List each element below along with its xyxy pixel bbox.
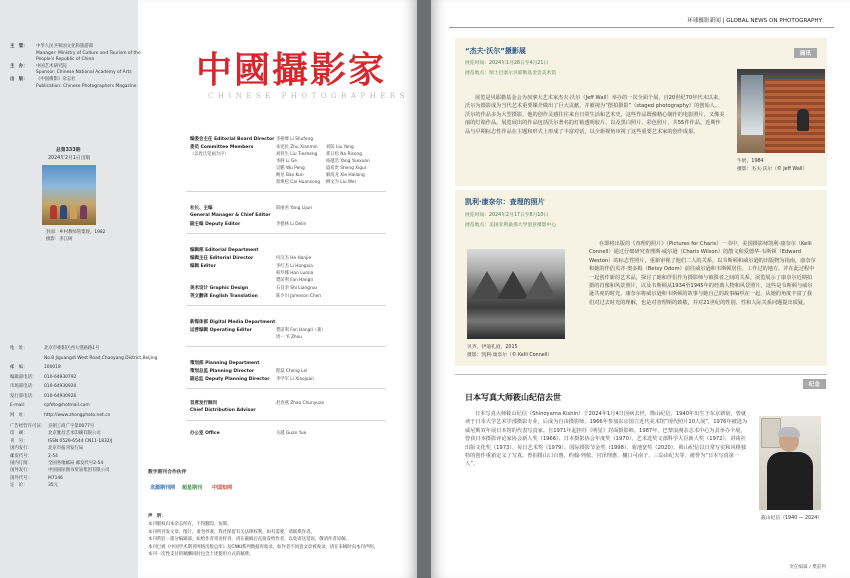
masthead-divider xyxy=(186,305,386,306)
print-info-value: 全国各地邮局 邮发代号2-54 xyxy=(48,461,104,466)
masthead-divider xyxy=(186,388,386,389)
masthead-name: 解海龙 Xie Hailong xyxy=(326,173,365,178)
masthead-role: 新媒体部 Digital Media Department xyxy=(190,320,276,325)
right-page xyxy=(431,0,850,578)
notice-line: 本刊版权归本杂志所有，不得翻印、仿制。 xyxy=(148,522,232,527)
masthead-role: 首席发行顾问 xyxy=(190,401,217,406)
contact-label: 网 址： xyxy=(10,412,28,418)
contact-label: 地 址： xyxy=(10,346,28,351)
contact-label: 市场部电话： xyxy=(10,384,37,389)
exhibition2-body: 在即将出版的《查理的照片》（Pictures for Charis）一书中，美国摄影师凯利·康奈尔（Kelli Connell）通过仔细研究查理斯·威尔逊（Charis Wilson）的散文和爱德华·韦斯顿（Edward Weston）的标志性照片，重新审视了他们二人的关系，以韦斯顿和威尔逊的出版物为指南，康奈尔和她的伴侣贝齐·奥多姆（Betsy Odom）前往威尔逊和韦斯顿居住、工作过的地方，并在此过程中一起创作新的艺术品，探讨了她和伴侣作为摄影师与被摄者之间的关系。展览展示了康奈尔近期拍摄的肖像和风景照片，以及韦斯顿从1934至1945年的经典人物和风景照片，这些是韦斯顿与威尔逊共度的时光。康奈尔将威尔逊和韦斯顿的故事与她自己的故事编织在一起，从她的角度丰富了我们对过去时光的理解，也是对查理斯的致敬，并对21世纪的性别、性和人际关系问题提出质疑。 xyxy=(589,241,816,306)
masthead-name: 李德林 Li Delin xyxy=(276,222,307,227)
contact-value: 010-64930792 xyxy=(44,374,77,380)
cover-credit: 摄影：李江树 xyxy=(46,237,73,242)
masthead-name: 樊前利 Fan Hangli xyxy=(276,278,313,283)
left-page xyxy=(0,0,417,578)
contact-value: 北京市朝阳区西大望路路1号 xyxy=(44,346,100,351)
masthead-role: 副主编 Deputy Editor xyxy=(190,222,241,227)
masthead-name: 程磊 Cheng Lei xyxy=(276,369,308,374)
cover-thumbnail xyxy=(42,165,96,225)
masthead-role: 策划总监 Planning Director xyxy=(190,369,255,374)
exhibition1-time: 展览时间：2024年1月28日至4月21日 xyxy=(465,61,549,66)
print-info-value: 京朝工商广字第0077号 xyxy=(48,424,95,429)
memorial-rule xyxy=(455,374,827,375)
photo1-caption: 牛奶，1984 xyxy=(737,159,764,164)
memorial-title: 日本写真大师筱山纪信去世 xyxy=(465,393,561,402)
running-header: 环球摄影新闻 | GLOBAL NEWS ON PHOTOGRAPHY xyxy=(687,18,822,24)
masthead-role: General Manager & Chief Editor xyxy=(190,213,271,218)
print-info-value: 北京市报刊发行局 xyxy=(48,446,84,452)
exhibition2-title: 凯利·康奈尔：查理的照片 xyxy=(465,198,545,206)
photo-milk-jeff-wall xyxy=(737,69,825,153)
masthead-name: 刘阳 Liu Yang xyxy=(326,145,354,150)
photo2-caption: 贝齐，伊迪孔庭，2015 xyxy=(467,345,518,350)
notice-line: 本刊所刊发文章、图片，请勿抄袭，我社保留有关法律权利，如有需要，请联系作者。 xyxy=(148,529,315,535)
masthead-name: 吴鹏 Wu Peng xyxy=(276,166,305,171)
partners-label: 数字期刊合作伙伴 xyxy=(148,470,187,475)
partner-logo-cnki: 中国知网 xyxy=(212,485,233,491)
imprint-value: People’s Republic of China xyxy=(36,57,94,63)
issue-number: 总第333期 xyxy=(56,148,81,153)
masthead-role: 编辑部 Editorial Department xyxy=(190,248,259,253)
imprint-label: 出 版： xyxy=(10,77,28,82)
imprint-value: Sponsor: Chinese National Academy of Arts xyxy=(36,70,132,76)
masthead-name: 那日松 Na Risong xyxy=(326,152,362,157)
photo2-credit: 摄影：凯利·康奈尔（© Kelli Connell） xyxy=(467,353,553,358)
imprint-value: Manager: Ministry of Culture and Tourism of the xyxy=(36,50,141,56)
photo-shinoyama-kishin xyxy=(759,416,821,510)
partner-logo-longyuan: 龙源期刊网 xyxy=(150,485,176,491)
print-info-label: 国外发行： xyxy=(10,468,32,474)
exhibition2-time: 展览时间：2024年2月17日至8月10日 xyxy=(465,213,549,218)
photo-charis-kelli-connell xyxy=(467,249,565,339)
notice-line: 本刊一次性支付的稿酬同时包含上述使用方式的稿费。 xyxy=(148,552,254,558)
print-info-label: 印 刷： xyxy=(10,431,28,437)
imprint-value: Publication: Chinese Photographers Magazine xyxy=(36,83,137,89)
masthead-role: 英文翻译 English Translation xyxy=(190,294,258,299)
notice-line: 本刊常驻一部分编辑部，如给作者寄送样刊，请在截稿后直接发给作者，以免寄送延误，敬请作者谅解。 xyxy=(148,537,350,543)
masthead-name: 陈少川 Jameson Chen xyxy=(276,294,322,299)
masthead-name: 李红杰 Li Hongxia xyxy=(276,264,313,269)
exhibition1-venue: 展览地点：瑞士巴塞尔贝耶勒基金会美术馆 xyxy=(465,71,557,76)
issue-date: 2024年2月1日出版 xyxy=(48,156,91,161)
print-info-value: 35元 xyxy=(48,483,58,489)
page-footer: 责任编辑 / 樊前利 xyxy=(789,565,826,570)
print-info-label: 广告经营许可证： xyxy=(10,424,46,429)
exhibition2-venue: 展览地点：美国亚利桑那大学创意摄影中心 xyxy=(465,223,557,228)
exhibition-tag: 展讯 xyxy=(794,48,817,58)
memorial-body: 日本写真大师筱山纪信（Shinoyama Kishin）于2024年1月4日因病去世，篠山纪信，1940年出生于东京新宿，曾就读于日本大学艺术学部摄影专业，后成为自由摄影师。1966年参加东京国立近代美术馆“现代照片10人展”，1976年被选为威尼斯双年展日本馆的代表写真家。自1971年起担任《明星》封面摄影师。1987年，巴黎浪漫杂志术中心为其举办个展，曾获日本摄影评论家协会新人奖（1966）、日本摄影协会年度奖（1970）、艺术选奖文部科学大臣新人奖（1972）、讲谈社出版文化奖（1973）、每日艺术奖（1979）、国际摄影节金奖（1998）、菊池宽奖（2020）。筱山纪信以日常写实和风格独特的创作重新定义了写真。曾拍摄山口百惠、约翰·列侬、宫泽理惠、樋口可南子、三岛由纪夫等，被誉为“日本写真第一人”。 xyxy=(465,411,748,468)
masthead-name: 石良荣 Shi Liangruo xyxy=(276,286,318,291)
contact-value: cpfoto@hotmail.com xyxy=(44,403,90,408)
print-info-label: 邮发代号： xyxy=(10,453,32,459)
masthead-role: 编委会主任 Editorial Board Director xyxy=(190,137,275,142)
contact-label: E-mail： xyxy=(10,403,29,408)
print-info-value: 中国国际图书贸易集团有限公司 xyxy=(48,468,110,474)
masthead-name: 柳文为 Liu Wei xyxy=(326,180,356,185)
exhibition1-body: 展览是贝耶勒基金会为加拿大艺术家杰夫·沃尔（Jeff Wall）举办的一次全面个展，自20世纪70年代末以来，沃尔为摄影成为当代艺术重要媒介做出了巨大贡献，并被视为“摆拍摄影”（staged photography）的创始人。沃尔的作品多为大型摄影，他的创作灵感往往来自日常生活和艺术史，这些作品既像精心制作的电影照片，又像美丽的灯箱作品。展览展出的作品包括沃尔著名的灯箱透明胶片、以及黑白照片、彩色照片，共55件作品。近期作品与早期标志性作品在主题和形式上形成了丰富对话，以全新视角审视了这些重要艺术家的创作成果。 xyxy=(465,95,725,135)
masthead-role: 策划部 Planning Department xyxy=(190,361,260,366)
print-info-label: 国内订阅： xyxy=(10,461,32,466)
masthead-divider xyxy=(186,233,386,234)
print-info-label: 国内发行： xyxy=(10,446,32,452)
masthead-role: 社长、主编 xyxy=(190,206,213,211)
masthead-name: 周一 Yi Zhou xyxy=(276,335,303,340)
print-info-value: M7146 xyxy=(48,475,63,481)
header-rule xyxy=(449,27,834,28)
masthead-name: 刘铁生 Liu Tiesheng xyxy=(276,152,318,157)
masthead-name: 李舸 Li Ge xyxy=(276,159,297,164)
masthead-role: 美术设计 Graphic Design xyxy=(190,286,249,291)
masthead-name: 阳丽君 Yang Lijun xyxy=(276,206,312,211)
print-info-value: 2-54 xyxy=(48,453,58,459)
photo1-credit: 摄影：杰夫·沃尔（© Jeff Wall） xyxy=(737,167,808,172)
masthead-role: 编辑主任 Editorial Director xyxy=(190,256,254,261)
print-info-label: 国外代号： xyxy=(10,475,32,481)
masthead-role: 副总监 Deputy Planning Director xyxy=(190,377,270,382)
masthead-divider xyxy=(186,191,386,192)
imprint-value: 《中国摄影》杂志社 xyxy=(36,77,76,82)
masthead-role: 委员 Committee Members xyxy=(190,145,254,150)
imprint-label: 主 管： xyxy=(10,44,28,49)
contact-value: 010-64930926 xyxy=(44,393,77,399)
magazine-logo: 中國攝影家 xyxy=(196,49,387,91)
print-info-label: 定 价： xyxy=(10,483,28,489)
exhibition1-title: “杰夫·沃尔”摄影展 xyxy=(465,47,526,55)
masthead-name: 杨越峦 Yang Yuexuan xyxy=(326,159,370,164)
masthead-name: 韩罗娜 Han Luona xyxy=(276,271,314,276)
print-info-label: 刊 号： xyxy=(10,438,28,444)
masthead-name: 赵春燕 Zhao Chunyuan xyxy=(276,401,325,406)
masthead-name: 李学军 Li Xiaojuan xyxy=(276,377,314,382)
photo3-caption: 筱山纪信（1940 — 2024） xyxy=(761,516,823,521)
print-info-value: 北京雅昌艺术印刷有限公司 xyxy=(48,431,101,437)
contact-value: 100018 xyxy=(44,365,61,370)
memorial-tag: 纪念 xyxy=(803,379,826,389)
partner-logo-chaoxing: 超星期刊 xyxy=(182,485,203,491)
print-info-value: ISSN 0529-6544 CN11-1832/J xyxy=(48,438,113,444)
magazine-logo-english: CHINESE PHOTOGRAPHERS xyxy=(208,92,409,100)
masthead-note: （以姓氏笔画为序） xyxy=(190,152,229,157)
contact-label: 编辑部电话： xyxy=(10,374,37,380)
masthead-name: 关越 Guan Yue xyxy=(276,431,307,436)
cover-caption: 封面：乡村教师管粟现，1982 xyxy=(46,230,106,235)
masthead-role: 办公室 Office xyxy=(190,431,220,436)
masthead-divider xyxy=(186,420,386,421)
masthead-name: 蔡焕松 Cai Huansong xyxy=(276,180,321,185)
imprint-value: 中华人民共和国文化和旅游部 xyxy=(36,44,94,49)
contact-value: No.8 Jiguangdi West Road,Chaoyang District,Beijing xyxy=(44,355,158,361)
masthead-role: Chief Distribution Advisor xyxy=(190,408,256,413)
imprint-value: 中国艺术研究院 xyxy=(36,63,67,69)
contact-label: 邮 编： xyxy=(10,365,28,370)
notice-title: 声 明： xyxy=(148,514,166,519)
imprint-label: 主 办： xyxy=(10,63,28,69)
masthead-role: 运营编辑 Operating Editor xyxy=(190,328,252,333)
masthead-name: 朱宪民 Zhu Xianmin xyxy=(276,145,318,150)
masthead-name: 李树峰 Li Shufeng xyxy=(276,137,313,142)
notice-line: 本刊已被《中国学术期刊网络出版总库》及CNKI系列数据库收录，如作者不同意文章被收录，请在来稿时向本刊声明。 xyxy=(148,544,379,550)
masthead-name: 樊前利 Fan Hangli（兼） xyxy=(276,328,326,333)
masthead-name: 何汉杰 He Hanjie xyxy=(276,256,312,261)
masthead-role: 编辑 Editor xyxy=(190,264,216,269)
masthead-name: 鲍昆 Bao Kun xyxy=(276,173,304,178)
contact-label: 发行部电话： xyxy=(10,393,37,399)
contact-value: 010-64930920 xyxy=(44,384,77,389)
masthead-divider xyxy=(186,346,386,347)
masthead-name: 盛希贵 Sheng Xigui xyxy=(326,166,366,171)
contact-value: http://www.zhongphoto.net.cn xyxy=(44,412,111,418)
